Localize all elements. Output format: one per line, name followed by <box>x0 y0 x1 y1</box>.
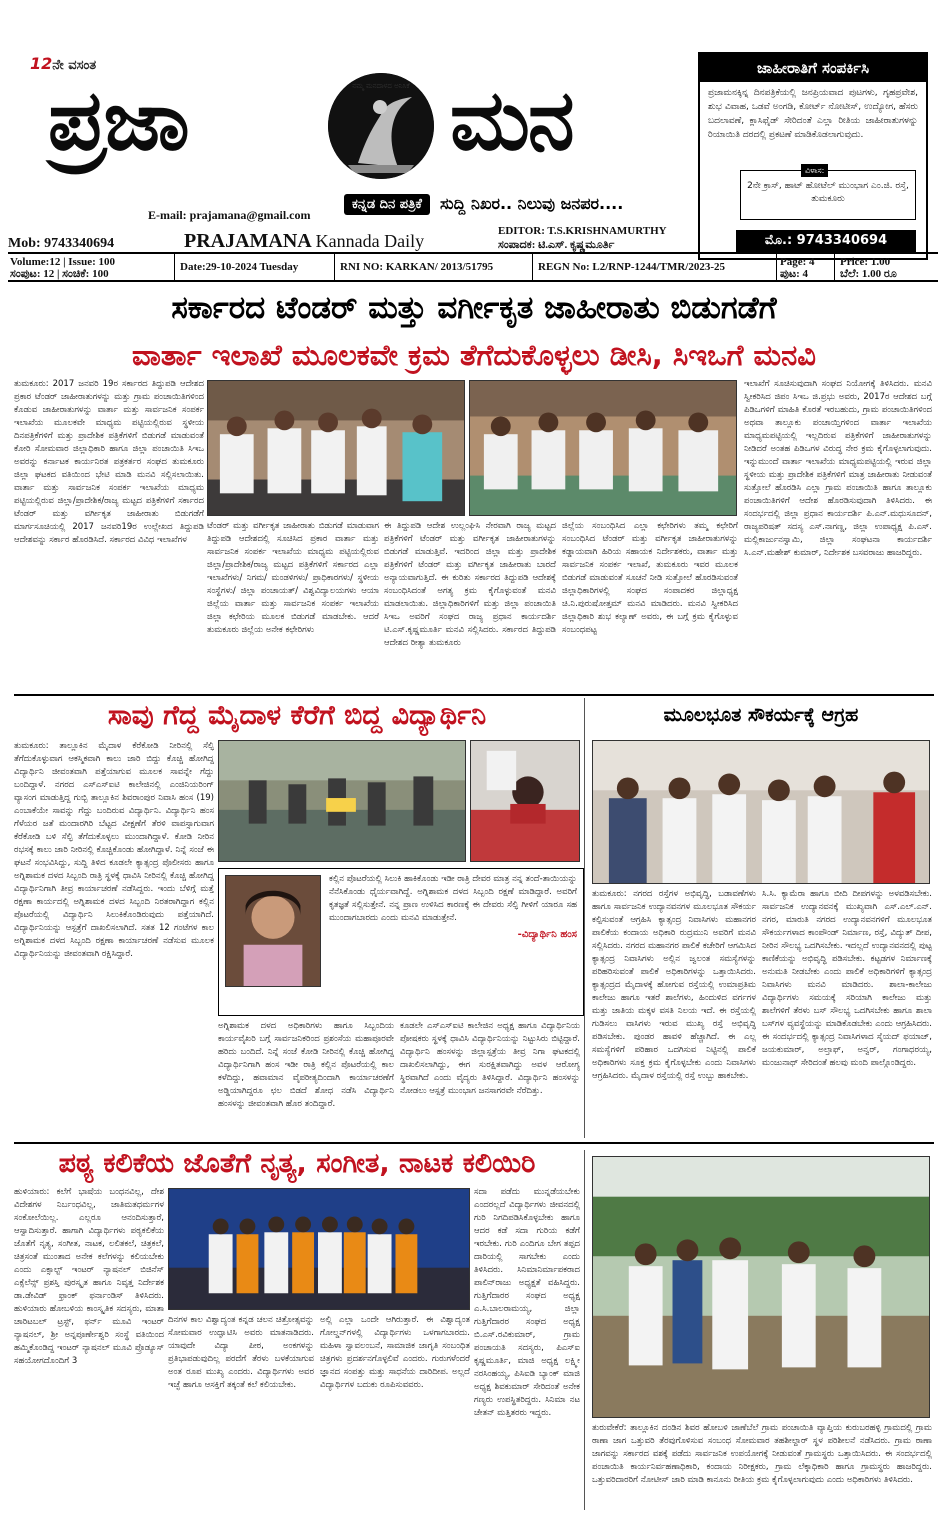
logo-left: ಪ್ರಜಾ <box>48 70 188 169</box>
page-cell <box>780 256 815 280</box>
rni-number: RNI NO: KARKAN/ 2013/51795 <box>340 261 494 273</box>
paper-subtitle: Kannada Daily <box>315 231 425 251</box>
student-portrait <box>225 875 321 987</box>
story1-headline: ಸರ್ಕಾರದ ಟೆಂಡರ್ ಮತ್ತು ವರ್ಗೀಕೃತ ಜಾಹೀರಾತು ಬಿಡುಗಡೆಗೆ <box>171 290 777 326</box>
anniversary-number: 12 <box>30 54 53 73</box>
paper-name-en <box>184 230 424 253</box>
editor-block <box>498 224 667 252</box>
page-kn: ಪುಟ: 4 <box>780 268 809 280</box>
story1-column-1: ತುಮಕೂರು: 2017 ಜನವರಿ 19ರ ಸರ್ಕಾರದ ತಿದ್ದುಪಡಿ ಆದೇಶದ ಪ್ರಕಾರ ಟೆಂಡರ್ ಜಾಹೀರಾತುಗಳನ್ನು ಮತ್ತು ಗ್ರಾಮ ಪಂಚಾಯಿತಿಗಳಿಂದ ಕೊಡುವ ಜಾಹೀರಾತುಗಳನ್ನು ವಾರ್ತಾ ಮತ್ತು ಸಾರ್ವಜನಿಕ ಸಂಪರ್ಕ ಇಲಾಖೆಯ ಮೂಲಕವೇ ಮಾಧ್ಯಮ ಪಟ್ಟಿಯಲ್ಲಿರುವ ಸ್ಥಳೀಯ ದಿನಪತ್ರಿಕೆಗಳಿಗೆ ಮತ್ತು ಪ್ರಾದೇಶಿಕ ಪತ್ರಿಕೆಗಳಿಗೆ ಬಿಡುಗಡೆ ಮಾಡುವಂತೆ ಕೋರಿ ಸೋಮವಾರ ಜಿಲ್ಲಾಧಿಕಾರಿ ಹಾಗೂ ಜಿಲ್ಲಾ ಪಂಚಾಯಿತಿ ಸಿಇಒ ಅವರನ್ನು ಕರ್ನಾಟಕ ಕಾರ್ಯನಿರತ ಪತ್ರಕರ್ತರ ಸಂಘದ ತುಮಕೂರು ಜಿಲ್ಲಾ ಘಟಕದ ವತಿಯಿಂದ ಭೇಟಿ ಮಾಡಿ ಮನವಿ ಸಲ್ಲಿಸಲಾಯಿತು. ವಾರ್ತಾ ಮತ್ತು ಸಾರ್ವಜನಿಕ ಸಂಪರ್ಕ ಇಲಾಖೆಯ ಮಾಧ್ಯಮ ಪಟ್ಟಿಯಲ್ಲಿರುವ ಜಿಲ್ಲಾ/ಪ್ರಾದೇಶಿಕ/ರಾಜ್ಯ ಮಟ್ಟದ ಪತ್ರಿಕೆಗಳಿಗೆ ಸರ್ಕಾರದ ಟೆಂಡರ್ ಮತ್ತು ವರ್ಗೀಕೃತ ಜಾಹೀರಾತು ಬಿಡುಗಡೆಗೆ ಮಾರ್ಗಸೂಚಿಯಲ್ಲಿ 2017 ಜನವರಿ19ರ ಉಲ್ಲೇಖದ ತಿದ್ದುಪಡಿ ಆದೇಶವನ್ನು ಸರ್ಕಾರ ಹೊರಡಿಸಿದೆ. ಸರ್ಕಾರದ ವಿವಿಧ ಇಲಾಖೆಗಳ <box>14 379 204 545</box>
issue-info-bar <box>8 252 938 282</box>
slogan: ಸುದ್ದಿ ನಿಖರ.. ನಿಲುವು ಜನಪರ.... <box>440 194 624 213</box>
story3-column-1: ತುಮಕೂರು: ನಗರದ ರಸ್ತೆಗಳ ಅಭಿವೃದ್ಧಿ, ಬಡಾವಣೆಗಳು ಹಾಗೂ ಸಾರ್ವಜನಿಕ ಉದ್ಯಾನವನಗಳ ಮೂಲಭೂತ ಸೌಕರ್ಯ ಕಲ್ಪಿಸುವಂತೆ ಆಗ್ರಹಿಸಿ ಕ್ಯಾತ್ಸಂದ್ರ ನಿವಾಸಿಗಳು ಮಹಾನಗರ ಪಾಲಿಕೆಯ ಕಂದಾಯ ಅಧಿಕಾರಿ ರುದ್ರಮುನಿ ಅವರಿಗೆ ಮನವಿ ಸಲ್ಲಿಸಿದರು. ನಗರದ ಮಹಾನಗರ ಪಾಲಿಕೆ ಕಚೇರಿಗೆ ಆಗಮಿಸಿದ ಕ್ಯಾತ್ಸಂದ್ರ ನಿವಾಸಿಗಳು ಅಲ್ಲಿನ ಜ್ವಲಂತ ಸಮಸ್ಯೆಗಳನ್ನು ಪರಿಹರಿಸುವಂತೆ ಪಾಲಿಕೆ ಅಧಿಕಾರಿಗಳನ್ನು ಒತ್ತಾಯಿಸಿದರು. ಕ್ಯಾತ್ಸಂದ್ರದ ಮೈದಾಳಕ್ಕೆ ಹೋಗುವ ರಸ್ತೆಯಲ್ಲಿ ಉಮಾಪ್ರತಿಮ ಕಾಲೇಜು ಹಾಗೂ ಇತರೆ ಶಾಲೆಗಳು, ಹಿಂದುಳಿದ ವರ್ಗಗಳ ಮತ್ತು ಜಾತಿಯ ಮಕ್ಕಳ ವಸತಿ ನಿಲಯ ಇದೆ. ಈ ರಸ್ತೆಯಲ್ಲಿ ಗುಡಿಸಲು ವಾಸಿಗಳು ಇರುವ ಮುಖ್ಯ ರಸ್ತೆ ಅಭಿವೃದ್ಧಿ ಪಡಿಸಬೇಕು. ಪುಂಡರ ಹಾವಳಿ ಹೆಚ್ಚಾಗಿದೆ. ಈ ಎಲ್ಲ ಸಮಸ್ಯೆಗಳಿಗೆ ಪರಿಹಾರ ಒದಗಿಸುವ ನಿಟ್ಟಿನಲ್ಲಿ ಪಾಲಿಕೆ ಅಧಿಕಾರಿಗಳು ಸೂಕ್ತ ಕ್ರಮ ಕೈಗೊಳ್ಳಬೇಕು ಎಂದು ನಿವಾಸಿಗಳು ಆಗ್ರಹಿಸಿದರು. ಮೈದಾಳ ರಸ್ತೆಯಲ್ಲಿ ರಸ್ತೆ ಉಬ್ಬು ಹಾಕಬೇಕು. <box>592 889 756 1081</box>
story1-subhead: ವಾರ್ತಾ ಇಲಾಖೆ ಮೂಲಕವೇ ಕ್ರಮ ತೆಗೆದುಕೊಳ್ಳಲು ಡೀಸಿ, ಸಿಇಒಗೆ ಮನವಿ <box>132 338 816 372</box>
ad-box-text: ಪ್ರಜಾಮನಕ್ಕಿನ್ನ ದಿನಪತ್ರಿಕೆಯಲ್ಲಿ ಜನಪ್ರಿಯವಾದ ಪುಟಗಳು, ಗೃಹಪ್ರವೇಶ, ಶುಭ ವಿವಾಹ, ಒಡವೆ ಅಂಗಡಿ, ಕೋರ್ಟ್ ನೋಟೀಸ್, ಉದ್ಯೋಗ, ಹೆಸರು ಬದಲಾವಣೆ, ಕ್ಲಾಸಿಫೈಡ್ ಸೇರಿದಂತೆ ಎಲ್ಲಾ ರೀತಿಯ ಜಾಹೀರಾತುಗಳನ್ನು ರಿಯಾಯಿತಿ ದರದಲ್ಲಿ ಪ್ರಕಟಣೆ ಮಾಡಿಕೊಡಲಾಗುವುದು. <box>708 88 918 140</box>
story3-column-2: ಸಿ.ಸಿ. ಕ್ಯಾಮೆರಾ ಹಾಗೂ ಬೀದಿ ದೀಪಗಳನ್ನು ಅಳವಡಿಸಬೇಕು. ಸಾರ್ವಜನಿಕ ಉದ್ಯಾನವನಕ್ಕೆ ಮುಖ್ಯವಾಗಿ ಎಸ್.ಎಲ್.ಎನ್. ನಗರ, ಮಾರುತಿ ನಗರದ ಉದ್ಯಾನವನಗಳಿಗೆ ಮೂಲಭೂತ ಸೌಕರ್ಯಗಳಾದ ಕಾಂಪೌಂಡ್ ನಿರ್ಮಾಣ, ರಸ್ತೆ, ವಿದ್ಯುತ್ ದೀಪ, ನೀರಿನ ಸೌಲಭ್ಯ ಒದಗಿಸಬೇಕು. ಇದಲ್ಲದೆ ಉದ್ಯಾನವನದಲ್ಲಿ ಪುಟ್ಟ ಕಾಣಿಕೆಯನ್ನು ಅಭಿವೃದ್ಧಿ ಪಡಿಸಬೇಕು. ಕಟ್ಟಡಗಳ ನಿರ್ಮಾಣಕ್ಕೆ ಅನುಮತಿ ನೀಡಬೇಕು ಎಂದು ಪಾಲಿಕೆ ಅಧಿಕಾರಿಗಳಿಗೆ ಕ್ಯಾತ್ಸಂದ್ರ ನಿವಾಸಿಗಳು ಮನವಿ ಮಾಡಿದರು. ಶಾಲಾ-ಕಾಲೇಜು ವಿದ್ಯಾರ್ಥಿಗಳು ಸಮಯಕ್ಕೆ ಸರಿಯಾಗಿ ಕಾಲೇಜು ಮತ್ತು ಶಾಲೆಗಳಿಗೆ ತೆರಳು ಬಸ್ ಸೌಲಭ್ಯ ಒದಗಿಸಬೇಕು ಹಾಗೂ ಶಾಲಾ ಬಸ್‌ಗಳ ವ್ಯವಸ್ಥೆಯನ್ನು ಮಾಡಿಕೊಡಬೇಕು ಎಂದು ಆಗ್ರಹಿಸಿದರು. ಈ ಸಂದರ್ಭದಲ್ಲಿ ಕ್ಯಾತ್ಸಂದ್ರ ನಿವಾಸಿಗಳಾದ ಸೈಯದ್ ಫಯಾಜ್, ಜಯಕುಮಾರ್, ಅಲ್ತಾಫ್, ಅನ್ವರ್, ಗಂಗಾಧರಯ್ಯ, ಮಂಜುನಾಥ್ ಸೇರಿದಂತೆ ಹಲವು ಮಂದಿ ಪಾಲ್ಗೊಂಡಿದ್ದರು. <box>762 889 932 1068</box>
email: E-mail: prajamana@gmail.com <box>148 208 311 222</box>
issue-date: Date:29-10-2024 Tuesday <box>180 261 299 273</box>
story5-caption: ತುರುವೇಕೆರೆ: ತಾಲ್ಲೂಕಿನ ದಂಡಿನ ಶಿವರ ಹೋಬಳಿ ಜಾಣೆಬೆಲೆ ಗ್ರಾಮ ಪಂಚಾಯಿತಿ ವ್ಯಾಪ್ತಿಯ ಕುರುಬರಹಳ್ಳಿ ಗ್ರಾಮದಲ್ಲಿ ಗ್ರಾಮ ಠಾಣಾ ಜಾಗ ಒತ್ತುವರಿ ತೆರವುಗೊಳಿಸುವ ಸಂಬಂಧ ಸೋಮವಾರ ತಹಶೀಲ್ದಾರ್ ಸ್ಥಳ ಪರಿಶೀಲನೆ ನಡೆಸಿದರು. ಗ್ರಾಮ ಠಾಣಾ ಜಾಗವನ್ನು ಸರ್ಕಾರದ ವಶಕ್ಕೆ ಪಡೆದು ಸಾರ್ವಜನಿಕ ಉಪಯೋಗಕ್ಕೆ ನೀಡುವಂತೆ ಗ್ರಾಮಸ್ಥರು ಒತ್ತಾಯಿಸಿದರು. ಈ ಸಂದರ್ಭದಲ್ಲಿ ಪಂಚಾಯಿತಿ ಕಾರ್ಯನಿರ್ವಹಣಾಧಿಕಾರಿ, ಕಂದಾಯ ನಿರೀಕ್ಷಕರು, ಗ್ರಾಮ ಲೆಕ್ಕಾಧಿಕಾರಿ ಹಾಗೂ ಗ್ರಾಮಸ್ಥರು ಹಾಜರಿದ್ದರು. ಒತ್ತುವರಿದಾರರಿಗೆ ನೋಟೀಸ್ ಜಾರಿ ಮಾಡಿ ಕಾನೂನು ರೀತಿಯ ಕ್ರಮ ಕೈಗೊಳ್ಳಲಾಗುವುದು ಎಂದು ಅಧಿಕಾರಿಗಳು ತಿಳಿಸಿದರು. <box>592 1423 932 1485</box>
address-box <box>740 166 916 220</box>
story2-photo-rescue <box>218 740 466 862</box>
story1-column-5: ಇಲಾಖೆಗೆ ಸೂಚಿಸುವುದಾಗಿ ಸಂಘದ ನಿಯೋಗಕ್ಕೆ ತಿಳಿಸಿದರು. ಮನವಿ ಸ್ವೀಕರಿಸಿದ ಜಿಪಂ ಸಿಇಒ ಜಿ.ಪ್ರಭು ಅವರು, 2017ರ ಆದೇಶದ ಬಗ್ಗೆ ಪಿಡಿಒಗಳಿಗೆ ಮಾಹಿತಿ ಕೊರತೆ ಇರಬಹುದು, ಗ್ರಾಮ ಪಂಚಾಯಿತಿಗಳಿಂದ ಅಥವಾ ತಾಲ್ಲೂಕು ಪಂಚಾಯ್ತಿಗಳಿಂದ ವಾರ್ತಾ ಇಲಾಖೆಯ ಮಾಧ್ಯಮಪಟ್ಟಿಯಲ್ಲಿ ಇಲ್ಲದಿರುವ ಪತ್ರಿಕೆಗಳಿಗೆ ಜಾಹೀರಾತುಗಳನ್ನು ನೀಡಿದರೆ ಅಂತಹ ಪಿಡಿಒಗಳ ವಿರುದ್ಧ ನೇರ ಕ್ರಮ ಕೈಗೊಳ್ಳಲಾಗುವುದು. ಇನ್ನುಮುಂದೆ ವಾರ್ತಾ ಇಲಾಖೆಯ ಮಾಧ್ಯಮಪಟ್ಟಿಯಲ್ಲಿ ಇರುವ ಜಿಲ್ಲಾ ಸ್ಥಳೀಯ ಮತ್ತು ಪ್ರಾದೇಶಿಕ ಪತ್ರಿಕೆಗಳಿಗೆ ಮಾತ್ರ ಜಾಹೀರಾತು ನೀಡುವಂತೆ ಸುತ್ತೋಲೆ ಹೊರಡಿಸಿ ಎಲ್ಲಾ ಗ್ರಾಮ ಪಂಚಾಯಿತಿ ಹಾಗೂ ತಾಲ್ಲೂಕು ಪಂಚಾಯಿತಿಗಳಿಗೆ ಆದೇಶ ಹೊರಡಿಸುವುದಾಗಿ ತಿಳಿಸಿದರು. ಈ ಸಂದರ್ಭದಲ್ಲಿ ಜಿಲ್ಲಾ ಪ್ರಧಾನ ಕಾರ್ಯದರ್ಶಿ ಪಿ.ಎನ್.ಮಧುಸೂದನ್, ರಾಜ್ಯಪರಿಷತ್ ಸದಸ್ಯ ಎಸ್.ನಾಗಣ್ಣ, ಜಿಲ್ಲಾ ಉಪಾಧ್ಯಕ್ಷ ಪಿ.ಎಸ್. ಮಲ್ಲಿಕಾರ್ಜುನಸ್ವಾಮಿ, ಜಿಲ್ಲಾ ಸಂಘಟನಾ ಕಾರ್ಯದರ್ಶಿ ಸಿ.ಎನ್.ಮಹೇಶ್ ಕುಮಾರ್, ನಿರ್ದೇಶಕ ಬಸವರಾಜು ಹಾಜರಿದ್ದರು. <box>744 379 932 558</box>
mobile-number: Mob: 9743340694 <box>8 236 115 251</box>
story2-photo-hospital <box>470 740 580 862</box>
address-text: 2ನೇ ಕ್ರಾಸ್, ಹಾಟ್ ಹೋಟೆಲ್ ಮುಂಭಾಗ ಎಂ.ಜಿ. ರಸ್ತೆ, ತುಮಕೂರು <box>747 181 909 204</box>
emblem-arc-text: ನಮ್ಮ ಮನದಾಳದ ಅನಿಸಿಕೆ <box>352 82 410 90</box>
price-cell <box>840 256 897 280</box>
story4-photo <box>168 1188 470 1310</box>
ad-box-title: ಜಾಹೀರಾತಿಗೆ ಸಂಪರ್ಕಿಸಿ <box>700 54 926 82</box>
logo-right: ಮನ <box>450 70 573 169</box>
story4-column-2: ದಿನಗಳ ಕಾಲ ವಿಶ್ವಾದ್ಯಂತ ಕನ್ನಡ ಚಲನ ಚಿತ್ರೋತ್ಸವನ್ನು ಸೋಮವಾರ ಉದ್ಘಾಟಿಸಿ ಅವರು ಮಾತನಾಡಿದರು. ಯಾವುದೇ ವಿದ್ಯಾ ಪೀಠ, ಅಂಕಗಳನ್ನು ಪ್ರತಿಭಾಪಡುವುದಿಲ್ಲ ಪರದೆಗೆ ತೆರಳು ಬಳಕೆಯಾಗುವ ಅಂತ ರೂಪ ಮುಖ್ಯ ಎಂದರು. ವಿದ್ಯಾರ್ಥಿಗಳು ಅವರ ಇಚ್ಛೆ ಹಾಗೂ ಆಸಕ್ತಿಗೆ ತಕ್ಕಂತೆ ಕಲೆ ಕಲಿಯಬೇಕು. <box>168 1315 314 1390</box>
story1-column-3: ಈ ತಿದ್ದುಪಡಿ ಆದೇಶ ಉಲ್ಲಂಘಿಸಿ ನೇರವಾಗಿ ರಾಜ್ಯ ಮಟ್ಟದ ಪತ್ರಿಕೆಗಳಿಗೆ ಟೆಂಡರ್ ಮತ್ತು ವರ್ಗೀಕೃತ ಜಾಹೀರಾತುಗಳನ್ನು ಬಿಡುಗಡೆ ಮಾಡುತ್ತಿವೆ. ಇದರಿಂದ ಜಿಲ್ಲಾ ಮತ್ತು ಪ್ರಾದೇಶಿಕ ಪತ್ರಿಕೆಗಳಿಗೆ ಟೆಂಡರ್ ಮತ್ತು ವರ್ಗೀಕೃತ ಜಾಹೀರಾತು ಬಾರದೆ ಅನ್ಯಾಯವಾಗುತ್ತಿದೆ. ಈ ಕುರಿತು ಸರ್ಕಾರದ ತಿದ್ದುಪಡಿ ಆದೇಶಕ್ಕೆ ಸಂಬಂಧಿಸಿದಂತೆ ಅಗತ್ಯ ಕ್ರಮ ಕೈಗೊಳ್ಳುವಂತೆ ಮನವಿ ಮಾಡಲಾಯಿತು. ಜಿಲ್ಲಾಧಿಕಾರಿಗಳಿಗೆ ಮತ್ತು ಜಿಲ್ಲಾ ಪಂಚಾಯಿತಿ ಸಿಇಒ ಅವರಿಗೆ ಸಂಘದ ರಾಜ್ಯ ಪ್ರಧಾನ ಕಾರ್ಯದರ್ಶಿ ಟಿ.ಎಸ್.ಕೃಷ್ಣಮೂರ್ತಿ ಮನವಿ ಸಲ್ಲಿಸಿದರು. ಸರ್ಕಾರದ ತಿದ್ದುಪಡಿ ಆದೇಶದ ರೀತ್ಯಾ ತುಮಕೂರು <box>384 521 556 648</box>
editor-kn: ಸಂಪಾದಕ: ಟಿ.ಎಸ್. ಕೃಷ್ಣಮೂರ್ತಿ <box>498 239 615 251</box>
story2-column-2: ಅಗ್ನಿಶಾಮಕ ದಳದ ಅಧಿಕಾರಿಗಳು ಹಾಗೂ ಸಿಬ್ಬಂದಿಯ ಕಾರ್ಯವೈಖರಿ ಬಗ್ಗೆ ಸಾರ್ವಜನಿಕರಿಂದ ಪ್ರಶಂಸೆಯ ಮಹಾಪೂರವೇ ಹರಿದು ಬಂದಿದೆ. ನಿನ್ನೆ ಸಂಜೆ ಕೋಡಿ ನೀರಿನಲ್ಲಿ ಕೊಚ್ಚಿ ಹೋಗಿದ್ದ ವಿದ್ಯಾರ್ಥಿನಿಗಾಗಿ ಹಂಸ ಇಡೀ ರಾತ್ರಿ ಕಲ್ಲಿನ ಪೊಟರೆಯಲ್ಲಿ ಕಾಲ ಕಳೆದಿದ್ದು, ಹವಾಮಾನ ವೈಪರೀತ್ಯದಿಂದಾಗಿ ಕಾರ್ಯಾಚರಣೆಗೆ ಅಡ್ಡಿಯಾಗಿದ್ದರೂ ಛಲ ಬಿಡದೆ ಶೋಧ ನಡೆಸಿ ವಿದ್ಯಾರ್ಥಿನಿ ಹಂಸಳನ್ನು ಜೀವಂತವಾಗಿ ಹೊರ ತಂದಿದ್ದಾರೆ. <box>218 1021 394 1109</box>
story1-photo-1 <box>207 380 465 516</box>
story4-column-4: ಸದಾ ಪಡೆದು ಮುನ್ನಡೆಯಬೇಕು ಎಂದರಲ್ಲದೆ ವಿದ್ಯಾರ್ಥಿಗಳು ಜೀವನದಲ್ಲಿ ಗುರಿ ನಿಗದಿಪಡಿಸಿಕೊಳ್ಳಬೇಕು ಹಾಗೂ ಆದರ ಕಡೆ ಸದಾ ಗುರಿಯ ಕಡೆಗೆ ಇರಬೇಕು. ಗುರಿ ಎಂದಿಗೂ ಬೇಗ ತಪ್ಪದ ದಾರಿಯಲ್ಲಿ ಸಾಗಬೇಕು ಎಂದು ತಿಳಿಸಿದರು. ಸಿನಿಮಾನಿರ್ಮಾಪಕರಾದ ಪಾಲಿನ್‌ರಾಜು ಅಧ್ಯಕ್ಷತೆ ವಹಿಸಿದ್ದರು. ಗುತ್ತಿಗೆದಾರರ ಸಂಘದ ಅಧ್ಯಕ್ಷ ಎ.ಸಿ.ಬಾಲರಾಮಯ್ಯ, ಜಿಲ್ಲಾ ಗುತ್ತಿಗೆದಾರರ ಸಂಘದ ಅಧ್ಯಕ್ಷ ಬಿ.ಎಸ್.ರವಿಕುಮಾರ್, ಗ್ರಾಮ ಪಂಚಾಯತಿ ಸದಸ್ಯರು, ಪಿಎಸ್‌ಐ ಕೃಷ್ಣಮೂರ್ತಿ, ಮಾಜಿ ಅಧ್ಯಕ್ಷ ಲಕ್ಷ್ಮೀ ನರಸಿಂಹಯ್ಯ, ಪಿಸಿಐಡಿ ಬ್ಯಾಂಕ್ ಮಾಜಿ ಅಧ್ಯಕ್ಷ ಶಿವಕುಮಾರ್ ಸೇರಿದಂತೆ ಅನೇಕ ಗಣ್ಯರು ಉಪಸ್ಥಿತರಿದ್ದರು. ಸಿನಿಮಾ ನಟ ಚೇತನ್ ಮತ್ತಿತರರು ಇದ್ದರು. <box>474 1187 580 1418</box>
story3-headline: ಮೂಲಭೂತ ಸೌಕರ್ಯಕ್ಕೆ ಆಗ್ರಹ <box>663 704 859 726</box>
student-quote-box <box>218 868 584 1016</box>
price-kn: ಬೆಲೆ: 1.00 ರೂ <box>840 268 897 280</box>
page-en: Page: 4 <box>780 256 815 268</box>
quote-attribution: -ವಿದ್ಯಾರ್ಥಿನಿ ಹಂಸ <box>517 929 577 940</box>
story4-column-1: ಹುಳಿಯಾರು: ಕಲೆಗೆ ಭಾಷೆಯ ಬಂಧನವಿಲ್ಲ, ದೇಶ ವಿದೇಶಗಳ ನಿರ್ಬಂಧವಿಲ್ಲ, ಜಾತಿಮತಧರ್ಮಗಳ ಸಂಕೋಲೆಯಿಲ್ಲ. ಎಲ್ಲರೂ ಆನಂದಿಸುತ್ತಾರೆ, ಆಸ್ವಾದಿಸುತ್ತಾರೆ. ಹಾಗಾಗಿ ವಿದ್ಯಾರ್ಥಿಗಳು ಪಠ್ಯಕಲಿಕೆಯ ಜೊತೆಗೆ ನೃತ್ಯ, ಸಂಗೀತ, ನಾಟಕ, ಲಲಿತಕಲೆ, ಚಿತ್ರಕಲೆ, ಚಿತ್ರಸಂತೆ ಮುಂತಾದ ಅನೇಕ ಕಲೆಗಳನ್ನು ಕಲಿಯಬೇಕು ಎಂದು ಎಕ್ಸಾಲ್ಟ್ ಇಂಟರ್ ನ್ಯಾಷನಲ್ ಬಿಜಿನೆಸ್ ಎಕ್ಸೆಲೆನ್ಸ್ ಪ್ರಶಸ್ತಿ ಪುರಸ್ಕೃತ ಹಾಗೂ ನಿವೃತ್ತ ನಿರ್ದೇಶಕ ಡಾ.ಡೇವಿಡ್ ಫ್ರಾಂಕ್ ಫರ್ನಾಂಡಿಸ್ ತಿಳಿಸಿದರು. ಹುಳಿಯಾರು ಹೋಬಳಿಯ ಕಾಂಸ್ಕೃತಿಕ ಸದಸ್ಯರು, ಮಾತಾ ಚಾರಿಟಬಲ್ ಟ್ರಸ್ಟ್, ಫರ್ನ್ ಮೂವಿ ಇಂಟರ್ ನ್ಯಾಷನಲ್, ಶ್ರೀ ಅನ್ನಪೂರ್ಣೇಶ್ವರಿ ಸಂಸ್ಥೆ ವತಿಯಿಂದ ಹಮ್ಮಿಕೊಂಡಿದ್ದ ಇಂಟರ್ ನ್ಯಾಷನಲ್ ಮೂವಿ ಪ್ರೊಡ್ಯೂಸ್ ಸಹಯೋಗದೊಂದಿಗೆ 3 <box>14 1187 164 1366</box>
address-label: ವಿಳಾಸ: <box>801 164 828 177</box>
story1-column-2: ಟೆಂಡರ್ ಮತ್ತು ವರ್ಗೀಕೃತ ಜಾಹೀರಾತು ಬಿಡುಗಡೆ ಮಾಡುವಾಗ ತಿದ್ದುಪಡಿ ಆದೇಶದಲ್ಲಿ ಸೂಚಿಸಿದ ಪ್ರಕಾರ ವಾರ್ತಾ ಮತ್ತು ಸಾರ್ವಜನಿಕ ಸಂಪರ್ಕ ಇಲಾಖೆಯ ಮಾಧ್ಯಮ ಪಟ್ಟಿಯಲ್ಲಿರುವ ಜಿಲ್ಲಾ/ಪ್ರಾದೇಶಿಕ/ರಾಜ್ಯ ಮಟ್ಟದ ಪತ್ರಿಕೆಗಳಿಗೆ ಸರ್ಕಾರದ ಎಲ್ಲಾ ಇಲಾಖೆಗಳು/ ನಿಗಮ/ ಮಂಡಳಿಗಳು/ ಪ್ರಾಧಿಕಾರಗಳು/ ಸ್ಥಳೀಯ ಸಂಸ್ಥೆಗಳು/ ಜಿಲ್ಲಾ ಪಂಚಾಯತ್/ ವಿಶ್ವವಿದ್ಯಾಲಯಗಳು ಆಯಾ ಜಿಲ್ಲೆಯ ವಾರ್ತಾ ಮತ್ತು ಸಾರ್ವಜನಿಕ ಸಂಪರ್ಕ ಇಲಾಖೆಯ ಜಿಲ್ಲಾ ಕಛೇರಿಯ ಮೂಲಕ ಬಿಡುಗಡೆ ಮಾಡಬೇಕು. ಆದರೆ ತುಮಕೂರು ಜಿಲ್ಲೆಯ ಅನೇಕ ಕಛೇರಿಗಳು <box>207 521 379 635</box>
volume-en: Volume:12 | Issue: 100 <box>10 256 115 268</box>
story4-headline: ಪಠ್ಯ ಕಲಿಕೆಯ ಜೊತೆಗೆ ನೃತ್ಯ, ಸಂಗೀತ, ನಾಟಕ ಕಲಿಯಿರಿ <box>58 1148 536 1179</box>
story4-column-3: ಅಲ್ಲಿ ಎಲ್ಲಾ ಒಂದೇ ಆಗಿರುತ್ತಾರೆ. ಈ ವಿಶ್ವಾದ್ಯಂತ ಗೋಲ್ಡನ್‌ಗಳಲ್ಲಿ ವಿದ್ಯಾರ್ಥಿಗಳು ಒಳಗಾಗಬಾರದು. ಮಹಿಳಾ ಸ್ವಾವಲಂಬನೆ, ಸಾಮಾಜಿಕ ಜಾಗೃತಿ ಸಂಬಂಧಿತ ಚಿತ್ರಗಳು ಪ್ರದರ್ಶನಗೊಳ್ಳಲಿವೆ ಎಂದರು. ಗುರುಗಳೆಂದರೆ ಜ್ಞಾನದ ಸಂಪತ್ತು ಮತ್ತು ಸಾಧನೆಯ ದಾರಿದೀಪ. ಅಲ್ಲದೆ ವಿದ್ಯಾರ್ಥಿಗಳ ಬದುಕು ರೂಪಿಸುವವರು. <box>320 1315 470 1390</box>
volume-kn: ಸಂಪುಟ: 12 | ಸಂಚಿಕೆ: 100 <box>10 268 109 280</box>
daily-tag: ಕನ್ನಡ ದಿನ ಪತ್ರಿಕೆ <box>344 194 430 215</box>
story1-column-4: ಜಿಲ್ಲೆಯ ಸಂಬಂಧಿಸಿದ ಎಲ್ಲಾ ಕಛೇರಿಗಳು ತಮ್ಮ ಕಛೇರಿಗೆ ಸಂಬಂಧಿಸಿದ ಟೆಂಡರ್ ಮತ್ತು ವರ್ಗೀಕೃತ ಜಾಹೀರಾತುಗಳನ್ನು ಕಡ್ಡಾಯವಾಗಿ ಹಿರಿಯ ಸಹಾಯಕ ನಿರ್ದೇಶಕರು, ವಾರ್ತಾ ಮತ್ತು ಸಾರ್ವಜನಿಕ ಸಂಪರ್ಕ ಇಲಾಖೆ, ತುಮಕೂರು ಇವರ ಮೂಲಕ ಬಿಡುಗಡೆ ಮಾಡುವಂತೆ ಸೂಚನೆ ನೀಡಿ ಸುತ್ತೋಲೆ ಹೊರಡಿಸುವಂತೆ ಜಿಲ್ಲಾಧಿಕಾರಿಗಳಲ್ಲಿ ಸಂಘದ ಸಂಪಾದಕರ ಜಿಲ್ಲಾಧ್ಯಕ್ಷ ಚಿ.ನಿ.ಪುರುಷೋತ್ತಮ್ ಮನವಿ ಮಾಡಿದರು. ಮನವಿ ಸ್ವೀಕರಿಸಿದ ಜಿಲ್ಲಾಧಿಕಾರಿ ಶುಭ ಕಲ್ಯಾಣ್ ಅವರು, ಈ ಬಗ್ಗೆ ಕ್ರಮ ಕೈಗೊಳ್ಳುವ ಸಂಬಂಧಪಟ್ಟ <box>562 521 738 635</box>
story3-photo <box>592 740 930 884</box>
story2-column-1: ತುಮಕೂರು: ತಾಲ್ಲೂಕಿನ ಮೈದಾಳ ಕೆರೆಕೋಡಿ ನೀರಿನಲ್ಲಿ ಸೆಲ್ಫಿ ತೆಗೆದುಕೊಳ್ಳುವಾಗ ಆಕಸ್ಮಿಕವಾಗಿ ಕಾಲು ಜಾರಿ ಬಿದ್ದು ಕೊಚ್ಚಿ ಹೋಗಿದ್ದ ವಿದ್ಯಾರ್ಥಿನಿ ಜೀವಂತವಾಗಿ ಪತ್ತೆಯಾಗುವ ಮೂಲಕ ಸಾವನ್ನೇ ಗೆದ್ದು ಬಂದಿದ್ದಾಳೆ. ನಗರದ ಎಸ್‌ಎಸ್‌ಐಟಿ ಕಾಲೇಜಿನಲ್ಲಿ ಎಂಜಿನಿಯರಿಂಗ್ ವ್ಯಾಸಂಗ ಮಾಡುತ್ತಿದ್ದ ಗುಬ್ಬಿ ತಾಲ್ಲೂಕಿನ ಶಿವರಾಂಪುರ ನಿವಾಸಿ ಹಂಸ (19) ಎಂಬಾಕೆಯೇ ಸಾವನ್ನು ಗೆದ್ದು ಬಂದಿರುವ ವಿದ್ಯಾರ್ಥಿನಿ. ವಿದ್ಯಾರ್ಥಿನಿ ಹಂಸ ಗೆಳೆಯರ ಜತೆ ಮಂದಾರಗಿರಿ ಬೆಟ್ಟದ ವೀಕ್ಷಣೆಗೆ ತೆರಳಿ ವಾಪಸ್ಸಾಗುವಾಗ ಕೆರೆಕೋಡಿ ಬಳಿ ಸೆಲ್ಫಿ ತೆಗೆದುಕೊಳ್ಳಲು ಮುಂದಾಗಿದ್ದಾಳೆ. ಕೋಡಿ ನೀರಿನ ರಭಸಕ್ಕೆ ಕಾಲು ಜಾರಿ ನೀರಿನಲ್ಲಿ ಕೊಚ್ಚಿಕೊಂಡು ಹೋಗಿದ್ದಾಳೆ. ನಿನ್ನೆ ಸಂಜೆ ಈ ಘಟನೆ ಸಂಭವಿಸಿದ್ದು, ಸುದ್ದಿ ತಿಳಿದ ಕೂಡಲೇ ಕ್ಯಾತ್ಸಂದ್ರ ಪೊಲೀಸರು ಹಾಗೂ ಅಗ್ನಿಶಾಮಕ ದಳದ ಸಿಬ್ಬಂದಿ ರಾತ್ರಿ ಸ್ಥಳಕ್ಕೆ ಧಾವಿಸಿ ನೀರಿನಲ್ಲಿ ಕೊಚ್ಚಿ ಹೋಗಿದ್ದ ವಿದ್ಯಾರ್ಥಿನಿಗಾಗಿ ತೀವ್ರ ಕಾರ್ಯಾಚರಣೆ ನಡೆಸಿದ್ದರು. ಇಂದು ಬೆಳಿಗ್ಗೆ ಮತ್ತೆ ರಕ್ಷಣಾ ಕಾರ್ಯದಲ್ಲಿ ಅಗ್ನಿಶಾಮಕ ದಳದ ಸಿಬ್ಬಂದಿ ನಿರತರಾಗಿದ್ದಾಗ ಕಲ್ಲಿನ ಪೊಟರೆಯಲ್ಲಿ ವಿದ್ಯಾರ್ಥಿನಿ ಸಿಲುಕಿಕೊಂಡಿರುವುದು ಪತ್ತೆಯಾಗಿದೆ. ವಿದ್ಯಾರ್ಥಿನಿಯನ್ನು ಆಸ್ಪತ್ರೆಗೆ ದಾಖಲಿಸಲಾಗಿದೆ. ಸತತ 12 ಗಂಟೆಗಳ ಕಾಲ ಅಗ್ನಿಶಾಮಕ ದಳದ ಸಿಬ್ಬಂದಿ ರಕ್ಷಣಾ ಕಾರ್ಯಾಚರಣೆ ನಡೆಸುವ ಮೂಲಕ ವಿದ್ಯಾರ್ಥಿನಿಯನ್ನು ಜೀವಂತವಾಗಿ ರಕ್ಷಿಸಿದ್ದಾರೆ. <box>14 741 214 959</box>
story2-headline: ಸಾವು ಗೆದ್ದ ಮೈದಾಳ ಕೆರೆಗೆ ಬಿದ್ದ ವಿದ್ಯಾರ್ಥಿನಿ <box>107 700 487 731</box>
volume-cell <box>10 256 115 280</box>
anniversary-text: ನೇ ವಸಂತ <box>52 58 97 73</box>
story1-photo-2 <box>469 380 737 516</box>
story5-photo <box>592 1156 930 1418</box>
editor-en: EDITOR: T.S.KRISHNAMURTHY <box>498 225 667 237</box>
price-en: Price: 1.00 <box>840 256 891 268</box>
story2-column-3: ಕೂಡಲೇ ಎಸ್‌ಎಸ್‌ಐಟಿ ಕಾಲೇಜಿನ ಅಧ್ಯಕ್ಷ ಹಾಗೂ ವಿದ್ಯಾರ್ಥಿನಿಯ ಪೋಷಕರು ಸ್ಥಳಕ್ಕೆ ಧಾವಿಸಿ ವಿದ್ಯಾರ್ಥಿನಿಯನ್ನು ನಿಟ್ಟುಸಿರು ಬಿಟ್ಟಿದ್ದಾರೆ. ವಿದ್ಯಾರ್ಥಿನಿ ಹಂಸಳನ್ನು ಜಿಲ್ಲಾಸ್ಪತ್ರೆಯ ತೀವ್ರ ನಿಗಾ ಘಟಕದಲ್ಲಿ ದಾಖಲಿಸಲಾಗಿದ್ದು, ಈಗ ಸುರಕ್ಷಿತವಾಗಿದ್ದು ಅವಳ ಆರೋಗ್ಯ ಸ್ಥಿರವಾಗಿದೆ ಎಂದು ವೈದ್ಯರು ತಿಳಿಸಿದ್ದಾರೆ. ವಿದ್ಯಾರ್ಥಿನಿ ಹಂಸಳನ್ನು ನೋಡಲು ಆಸ್ಪತ್ರೆ ಮುಂಭಾಗ ಜನಸಾಗರವೇ ನೆರೆದಿತ್ತು. <box>400 1021 580 1096</box>
quote-text: ಕಲ್ಲಿನ ಪೊಟರೆಯಲ್ಲಿ ಸಿಲುಕಿ ಹಾಕಿಕೊಂಡು ಇಡೀ ರಾತ್ರಿ ದೇವರ ಮಾತ್ರ ನನ್ನ ತಂದೆ-ತಾಯಿಯನ್ನು ನೆನೆಸಿಕೊಂಡು ಧೈರ್ಯವಾಗಿದ್ದೆ. ಅಗ್ನಿಶಾಮಕ ದಳದ ಸಿಬ್ಬಂದಿ ರಕ್ಷಣೆ ಮಾಡಿದ್ದಾರೆ. ಅವರಿಗೆ ಕೃತಜ್ಞತೆ ಸಲ್ಲಿಸುತ್ತೇನೆ. ನನ್ನ ಪ್ರಾಣ ಉಳಿಸಿದ ಕಾರಣಕ್ಕೆ ಈ ದೇವರು ಸೆಲ್ಫಿ ಗೀಳಿಗೆ ಯಾರೂ ಸಹ ಮುಂದಾಗಬಾರದು ಎಂದು ಮನವಿ ಮಾಡುತ್ತೇನೆ. <box>329 874 577 923</box>
paper-name: PRAJAMANA <box>184 230 311 252</box>
ad-phone: ಮೊ.: 9743340694 <box>736 230 916 252</box>
masthead <box>8 8 938 256</box>
regn-number: REGN No: L2/RNP-1244/TMR/2023-25 <box>538 261 725 273</box>
advertising-contact-box <box>698 52 928 260</box>
